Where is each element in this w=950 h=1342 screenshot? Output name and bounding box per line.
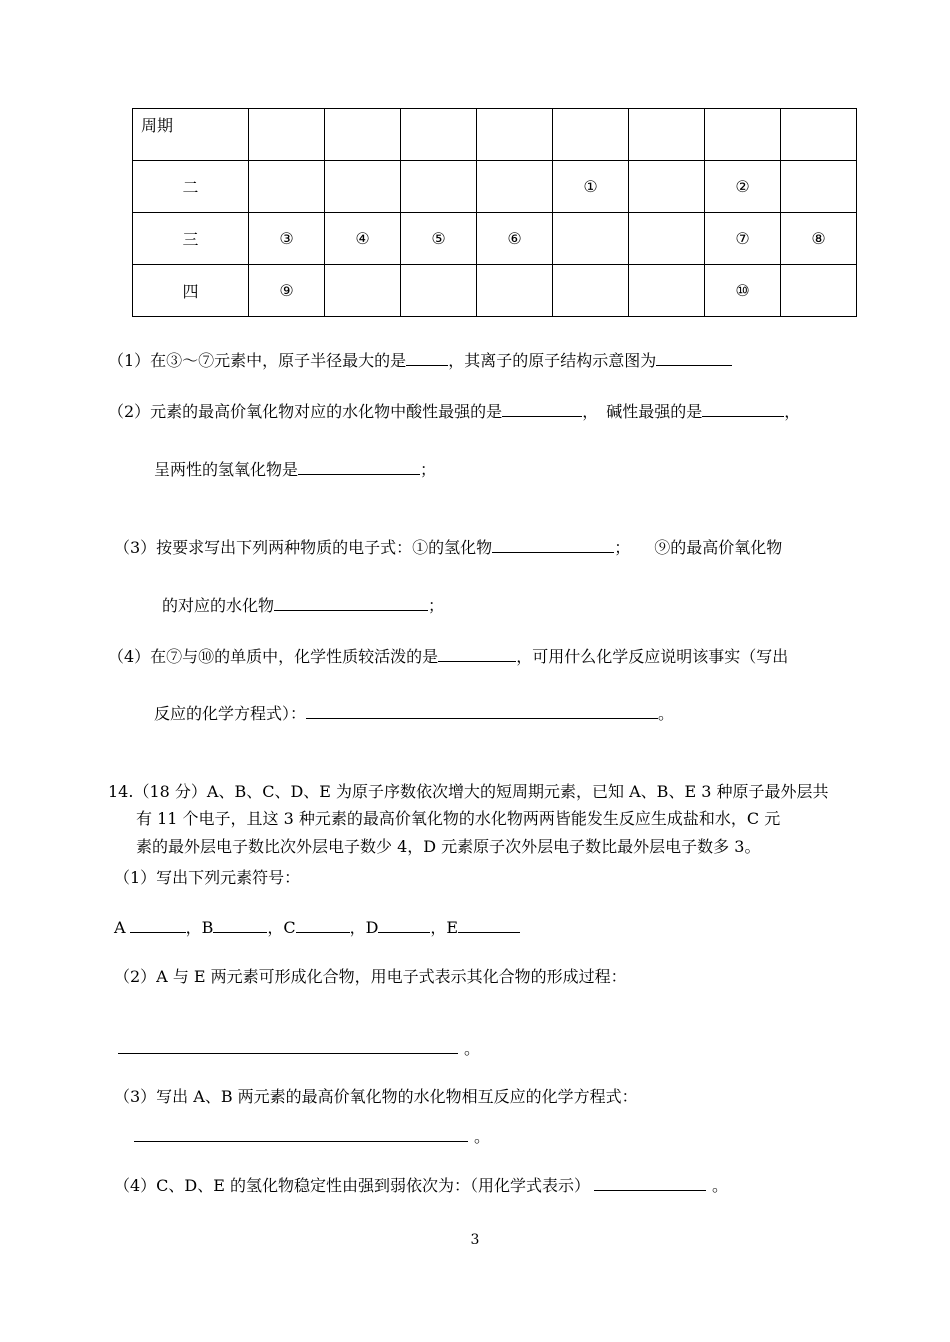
answer-blank[interactable]: [406, 349, 448, 366]
q14-intro-line1: 14.（18 分）A、B、C、D、E 为原子序数依次增大的短周期元素，已知 A、B、E 3 种原子最外层共: [108, 782, 829, 801]
table-cell: [325, 265, 401, 317]
answer-blank[interactable]: [492, 536, 614, 553]
table-cell: [553, 265, 629, 317]
answer-blank[interactable]: [298, 458, 420, 475]
table-cell: [629, 265, 705, 317]
periodic-table: [132, 108, 857, 317]
table-cell: ④: [325, 213, 401, 265]
q14-symbols-line: A ，B ，C ，D ，E: [114, 916, 520, 939]
q14-intro-line2: 有 11 个电子，且这 3 种元素的最高价氧化物的水化物两两皆能发生反应生成盐和水，C 元: [136, 809, 781, 828]
table-cell: ①: [553, 161, 629, 213]
table-cell: ⑤: [401, 213, 477, 265]
answer-blank[interactable]: [458, 916, 520, 933]
table-cell: [781, 161, 857, 213]
table-cell: [553, 213, 629, 265]
table-header-row: [133, 109, 857, 161]
table-header-cell: 周期: [133, 109, 249, 161]
q14-part2: （2）A 与 E 两元素可形成化合物，用电子式表示其化合物的形成过程：: [114, 967, 627, 986]
table-cell: [477, 161, 553, 213]
table-cell: ⑦: [705, 213, 781, 265]
q14-part3: （3）写出 A、B 两元素的最高价氧化物的水化物相互反应的化学方程式：: [114, 1087, 638, 1106]
q13-part2-cont: 呈两性的氢氧化物是 ；: [154, 460, 437, 479]
answer-blank[interactable]: [502, 400, 582, 417]
table-row: [133, 265, 857, 317]
answer-blank[interactable]: [213, 916, 267, 933]
table-cell: ③: [249, 213, 325, 265]
q13-part1: （1）在③～⑦元素中，原子半径最大的是 ，其离子的原子结构示意图为: [108, 349, 732, 372]
answer-blank[interactable]: [438, 645, 516, 662]
q13-part4-cont: 反应的化学方程式）： 。: [154, 704, 675, 723]
table-cell: ⑨: [249, 265, 325, 317]
table-cell: ⑥: [477, 213, 553, 265]
table-row: [133, 213, 857, 265]
q13-part3-cont: 的对应的水化物 ；: [162, 596, 445, 615]
table-cell: ②: [705, 161, 781, 213]
answer-blank[interactable]: [134, 1125, 468, 1142]
table-cell: [249, 161, 325, 213]
q13-part2: （2）元素的最高价氧化物对应的水化物中酸性最强的是 ， 碱性最强的是 ，: [108, 402, 801, 421]
answer-blank[interactable]: [594, 1174, 706, 1191]
period-label: 三: [133, 213, 249, 265]
table-cell: [325, 161, 401, 213]
table-cell: [629, 213, 705, 265]
q14-intro-line3: 素的最外层电子数比次外层电子数少 4，D 元素原子次外层电子数比最外层电子数多 3。: [136, 837, 761, 856]
q14-part1: （1）写出下列元素符号：: [114, 868, 301, 887]
page-number: 3: [470, 1232, 480, 1248]
table-cell: [401, 265, 477, 317]
q14-part2-answer: 。: [118, 1037, 480, 1060]
answer-blank[interactable]: [118, 1037, 458, 1054]
answer-blank[interactable]: [656, 349, 732, 366]
answer-blank[interactable]: [306, 702, 658, 719]
table-cell: ⑩: [705, 265, 781, 317]
q14-part4: （4）C、D、E 的氢化物稳定性由强到弱依次为：（用化学式表示） 。: [114, 1176, 729, 1195]
answer-blank[interactable]: [378, 916, 430, 933]
q14-part3-answer: 。: [134, 1125, 490, 1148]
answer-blank[interactable]: [702, 400, 784, 417]
table-cell: [629, 161, 705, 213]
table-cell: [477, 265, 553, 317]
period-label: 二: [133, 161, 249, 213]
period-label: 四: [133, 265, 249, 317]
q13-part3: （3）按要求写出下列两种物质的电子式：①的氢化物 ； ⑨的最高价氧化物: [114, 538, 783, 557]
q13-part4: （4）在⑦与⑩的单质中，化学性质较活泼的是 ，可用什么化学反应说明该事实（写出: [108, 647, 789, 666]
answer-blank[interactable]: [296, 916, 350, 933]
table-cell: ⑧: [781, 213, 857, 265]
table-row: [133, 161, 857, 213]
table-cell: [781, 265, 857, 317]
answer-blank[interactable]: [274, 594, 428, 611]
table-cell: [401, 161, 477, 213]
answer-blank[interactable]: [130, 916, 186, 933]
